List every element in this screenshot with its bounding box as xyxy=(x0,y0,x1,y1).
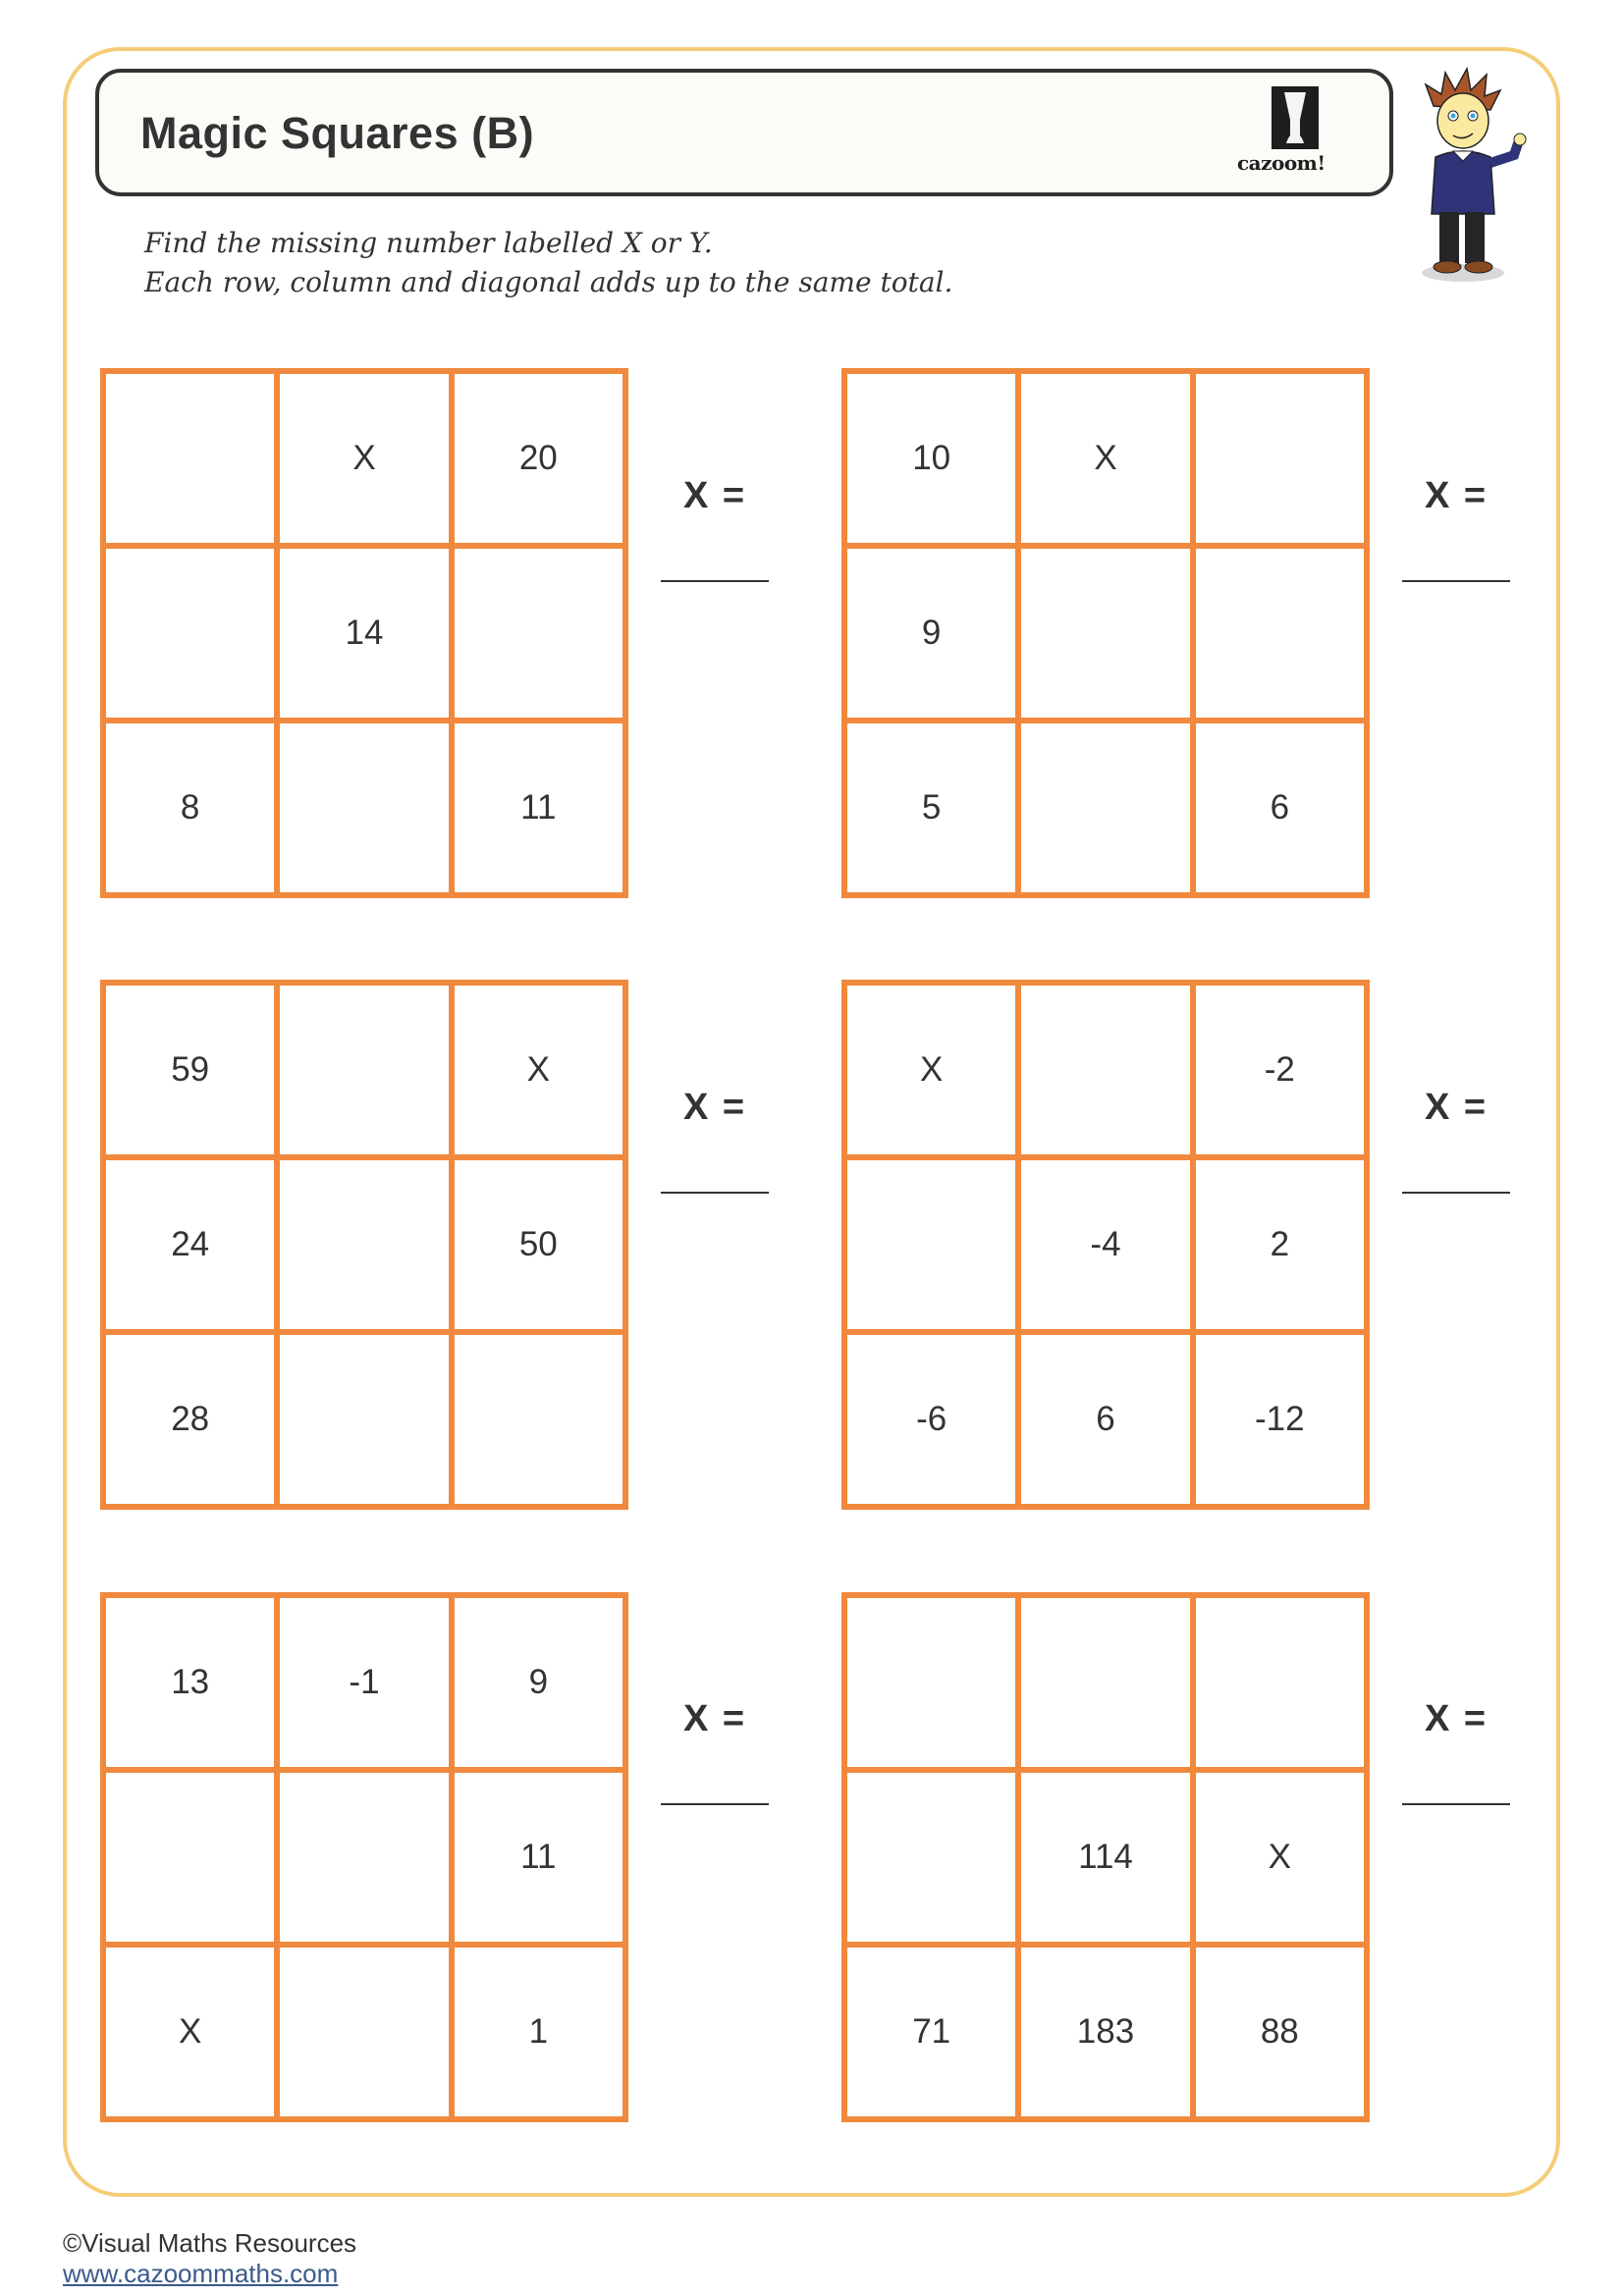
magic-square-1 xyxy=(100,368,628,898)
cell xyxy=(103,1770,277,1945)
cell xyxy=(103,371,277,546)
answer-label: X = xyxy=(1424,1087,1489,1128)
cell: -2 xyxy=(1193,983,1367,1157)
answer-6 xyxy=(1397,1698,1515,1805)
cell: 28 xyxy=(103,1332,277,1507)
cell xyxy=(277,1157,451,1332)
cell: 14 xyxy=(277,546,451,721)
cell: 50 xyxy=(452,1157,625,1332)
magic-square-3 xyxy=(100,980,628,1510)
cazoom-logo xyxy=(1233,86,1353,185)
cell: 88 xyxy=(1193,1945,1367,2119)
cell: X xyxy=(1193,1770,1367,1945)
cell xyxy=(1018,1595,1192,1770)
cell: 24 xyxy=(103,1157,277,1332)
cell: 6 xyxy=(1193,721,1367,895)
answer-blank[interactable] xyxy=(1402,1192,1510,1194)
answer-label: X = xyxy=(682,1698,747,1739)
cell: -4 xyxy=(1018,1157,1192,1332)
cell xyxy=(1018,721,1192,895)
answer-label: X = xyxy=(1424,1698,1489,1739)
cell xyxy=(844,1770,1018,1945)
title-box xyxy=(95,69,1393,196)
cell xyxy=(277,983,451,1157)
website-link[interactable]: www.cazoommaths.com xyxy=(63,2259,339,2288)
magic-square-2 xyxy=(841,368,1370,898)
answer-3 xyxy=(656,1087,774,1194)
cell: -1 xyxy=(277,1595,451,1770)
cell xyxy=(1193,1595,1367,1770)
cell: 8 xyxy=(103,721,277,895)
cell: 11 xyxy=(452,1770,625,1945)
footer xyxy=(63,2228,356,2289)
answer-5 xyxy=(656,1698,774,1805)
cell xyxy=(277,1332,451,1507)
mascot-illustration-icon xyxy=(1404,67,1532,288)
answer-label: X = xyxy=(682,475,747,516)
answer-blank[interactable] xyxy=(1402,1803,1510,1805)
cup-logo-icon xyxy=(1272,86,1319,149)
cell: 183 xyxy=(1018,1945,1192,2119)
cell xyxy=(452,1332,625,1507)
cell xyxy=(844,1157,1018,1332)
instructions xyxy=(144,224,952,302)
cell: -6 xyxy=(844,1332,1018,1507)
instruction-line-2: Each row, column and diagonal adds up to the same total. xyxy=(144,266,953,298)
cell: X xyxy=(844,983,1018,1157)
cell: 20 xyxy=(452,371,625,546)
cell: 9 xyxy=(844,546,1018,721)
cell: 59 xyxy=(103,983,277,1157)
cell: 2 xyxy=(1193,1157,1367,1332)
page-title: Magic Squares (B) xyxy=(140,108,535,158)
cell xyxy=(277,721,451,895)
cell: 114 xyxy=(1018,1770,1192,1945)
answer-label: X = xyxy=(1424,475,1489,516)
cell: X xyxy=(277,371,451,546)
magic-square-5 xyxy=(100,1592,628,2122)
logo-text: cazoom! xyxy=(1237,151,1326,175)
answer-2 xyxy=(1397,475,1515,582)
cell xyxy=(452,546,625,721)
cell: -12 xyxy=(1193,1332,1367,1507)
answer-blank[interactable] xyxy=(661,580,769,582)
magic-square-4 xyxy=(841,980,1370,1510)
answer-blank[interactable] xyxy=(661,1803,769,1805)
cell: X xyxy=(103,1945,277,2119)
magic-square-6 xyxy=(841,1592,1370,2122)
cell xyxy=(1193,546,1367,721)
cell xyxy=(1193,371,1367,546)
cell xyxy=(1018,983,1192,1157)
cell: 10 xyxy=(844,371,1018,546)
cell: 5 xyxy=(844,721,1018,895)
cell xyxy=(277,1945,451,2119)
cell xyxy=(103,546,277,721)
cell: 1 xyxy=(452,1945,625,2119)
cell: 13 xyxy=(103,1595,277,1770)
cell: X xyxy=(1018,371,1192,546)
answer-blank[interactable] xyxy=(1402,580,1510,582)
cell: 6 xyxy=(1018,1332,1192,1507)
copyright-text: ©Visual Maths Resources xyxy=(63,2228,357,2258)
cell xyxy=(1018,546,1192,721)
cell: 11 xyxy=(452,721,625,895)
cell: 71 xyxy=(844,1945,1018,2119)
cell xyxy=(844,1595,1018,1770)
cell: 9 xyxy=(452,1595,625,1770)
answer-1 xyxy=(656,475,774,582)
cell xyxy=(277,1770,451,1945)
answer-4 xyxy=(1397,1087,1515,1194)
answer-blank[interactable] xyxy=(661,1192,769,1194)
cell: X xyxy=(452,983,625,1157)
answer-label: X = xyxy=(682,1087,747,1128)
instruction-line-1: Find the missing number labelled X or Y. xyxy=(144,227,713,259)
